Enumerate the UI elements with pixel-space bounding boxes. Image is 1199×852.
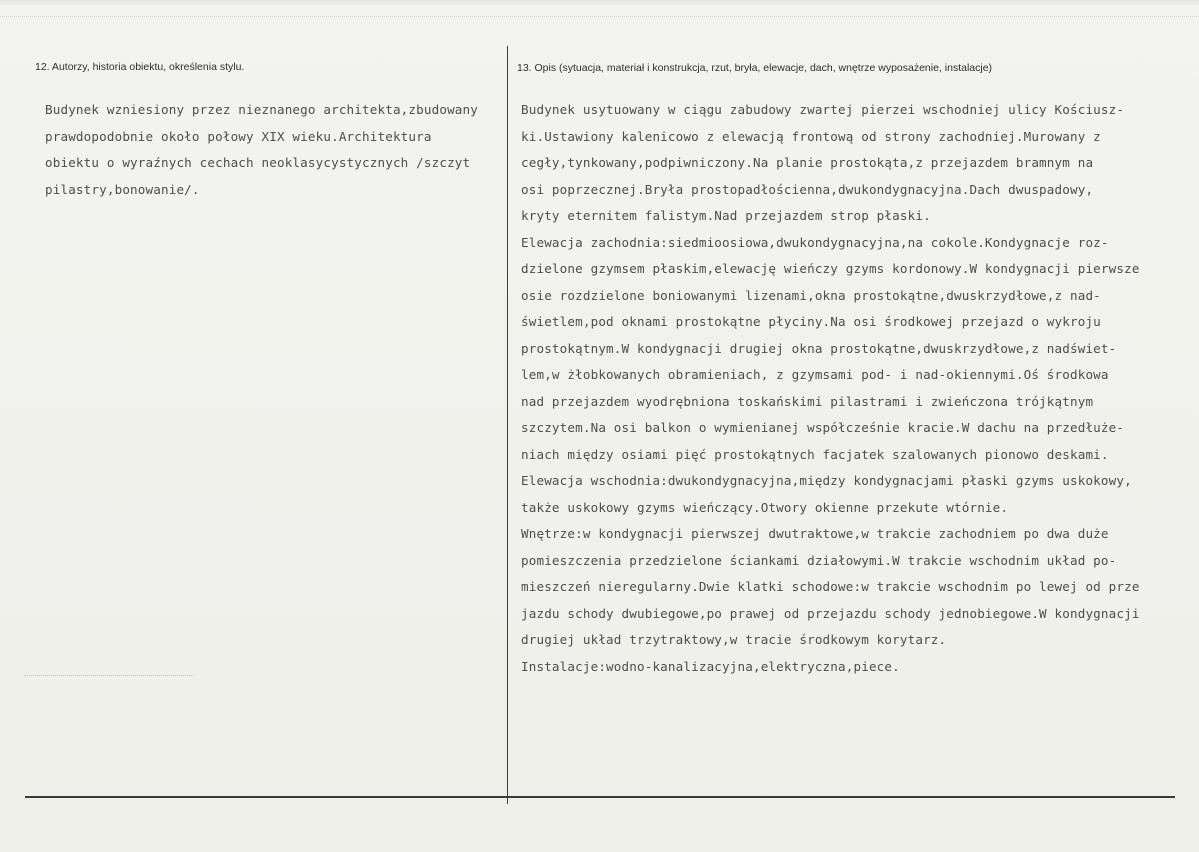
text-line: kryty eternitem falistym.Nad przejazdem strop płaski. xyxy=(521,208,931,223)
text-line: także uskokowy gzyms wieńczący.Otwory okienne przekute wtórnie. xyxy=(521,499,1009,515)
text-line: pomieszczenia przedzielone ściankami działowymi.W trakcie wschodnim układ po- xyxy=(521,552,1117,568)
text-line: Elewacja wschodnia:dwukondygnacyjna,między kondygnacjami płaski gzyms uskokowy, xyxy=(521,473,1132,488)
text-line: Instalacje:wodno-kanalizacyjna,elektryczna,piece. xyxy=(521,658,900,674)
bottom-rule xyxy=(25,796,1175,798)
top-dotted-line xyxy=(0,16,1199,19)
text-line: ki.Ustawiony kalenicowo z elewacją frontową od strony zachodniej.Murowany z xyxy=(521,128,1101,144)
text-line: prostokątnym.W kondygnacji drugiej okna prostokątne,dwuskrzydłowe,z nadświet- xyxy=(521,340,1117,356)
section-12-label: 12. Autorzy, historia obiektu, określenia stylu. xyxy=(35,61,245,73)
text-line: niach między osiami pięć prostokątnych facjatek szalowanych pionowo deskami. xyxy=(521,446,1109,462)
section-13-text xyxy=(521,97,1140,680)
text-line: nad przejazdem wyodrębniona toskańskimi pilastrami i zwieńczona trójkątnym xyxy=(521,393,1094,409)
text-line: osie rozdzielone boniowanymi lizenami,okna prostokątne,dwuskrzydłowe,z nad- xyxy=(521,287,1101,303)
text-line: Elewacja zachodnia:siedmioosiowa,dwukondygnacyjna,na cokole.Kondygnacje roz- xyxy=(521,234,1109,250)
text-line: świetlem,pod oknami prostokątne płyciny.Na osi środkowej przejazd o wykroju xyxy=(521,314,1101,329)
text-line: mieszczeń nieregularny.Dwie klatki schodowe:w trakcie wschodnim po lewej od prze xyxy=(521,579,1140,594)
text-line: drugiej układ trzytraktowy,w tracie środkowym korytarz. xyxy=(521,632,947,647)
section-12-text xyxy=(45,97,478,203)
text-line: Budynek usytuowany w ciągu zabudowy zwartej pierzei wschodniej ulicy Kościusz- xyxy=(521,102,1125,117)
text-line: Budynek wzniesiony przez nieznanego architekta,zbudowany xyxy=(45,102,478,117)
text-line: jazdu schody dwubiegowe,po prawej od przejazdu schody jednobiegowe.W kondygnacji xyxy=(521,605,1140,621)
text-line: dzielone gzymsem płaskim,elewację wieńczy gzyms kordonowy.W kondygnacji pierwsze xyxy=(521,261,1140,276)
section-13-column xyxy=(508,90,1199,690)
text-line: pilastry,bonowanie/. xyxy=(45,181,200,197)
text-line: lem,w żłobkowanych obramieniach, z gzymsami pod- i nad-okiennymi.Oś środkowa xyxy=(521,367,1109,382)
section-13-label: 13. Opis (sytuacja, materiał i konstrukcja, rzut, bryła, elewacje, dach, wnętrze wyposażenie, instalacje) xyxy=(517,62,993,74)
text-line: obiektu o wyraźnych cechach neoklasycystycznych /szczyt xyxy=(45,155,471,170)
page-top-edge xyxy=(0,0,1199,6)
faint-dotted-marks xyxy=(24,675,194,680)
text-line: cegły,tynkowany,podpiwniczony.Na planie prostokąta,z przejazdem bramnym na xyxy=(521,155,1094,170)
text-line: Wnętrze:w kondygnacji pierwszej dwutraktowe,w trakcie zachodniem po dwa duże xyxy=(521,526,1109,541)
section-12-column xyxy=(0,90,520,220)
text-line: prawdopodobnie około połowy XIX wieku.Architektura xyxy=(45,128,432,144)
text-line: osi poprzecznej.Bryła prostopadłościenna,dwukondygnacyjna.Dach dwuspadowy, xyxy=(521,181,1094,197)
text-line: szczytem.Na osi balkon o wymienianej współcześnie kracie.W dachu na przedłuże- xyxy=(521,420,1125,435)
